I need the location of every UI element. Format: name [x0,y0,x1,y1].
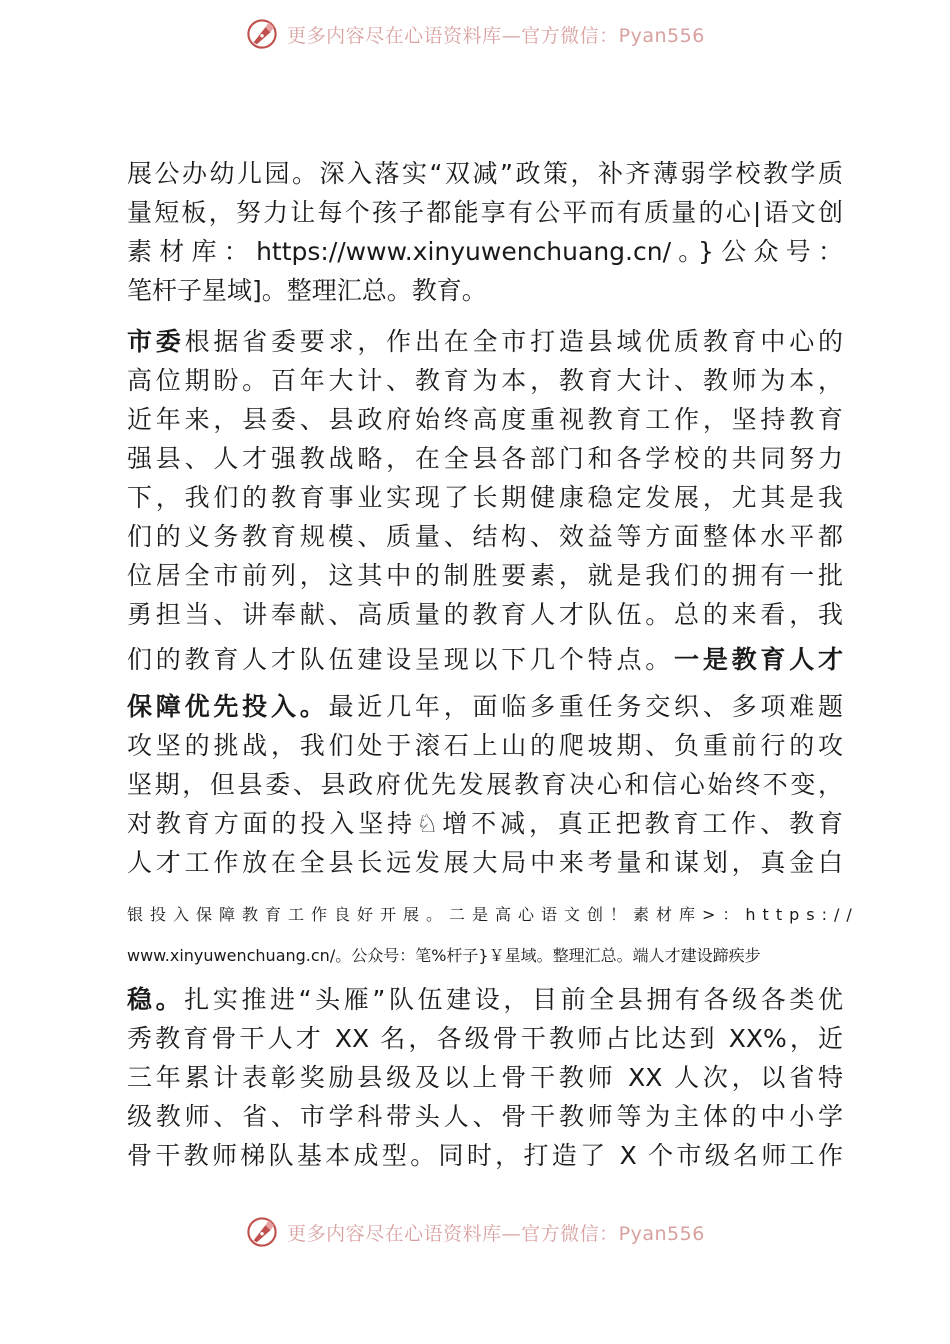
paragraph-3 [127,980,843,1175]
text-line: 量短板，努力让每个孩子都能享有公平而有质量的心|语文创 [127,198,843,227]
text-line: 对教育方面的投入坚持♘增不减，真正把教育工作、教育 [127,809,843,838]
bold-lead: 市委 [127,327,185,356]
text-line: 下，我们的教育事业实现了长期健康稳定发展，尤其是我 [127,483,843,512]
text-line: 高位期盼。百年大计、教育为本，教育大计、教师为本， [127,366,843,395]
pen-nib-logo-icon [245,1215,279,1249]
text-line: 笔杆子星域]。整理汇总。教育。 [127,276,487,305]
bold-lead: 稳。 [127,985,185,1014]
inserted-small-line-2: www.xinyuwenchuang.cn/。公众号：笔%杆子}￥星域。整理汇总。端人才建设蹄疾步 [127,946,761,965]
paragraph-2 [127,322,843,882]
text-line: 强县、人才强教战略，在全县各部门和各学校的共同努力 [127,444,843,473]
banner-text: 更多内容尽在心语资料库—官方微信：Pyan556 [287,24,705,47]
text-line: 勇担当、讲奉献、高质量的教育人才队伍。总的来看，我 [127,600,843,629]
text-line: 近年来，县委、县政府始终高度重视教育工作，坚持教育 [127,405,843,434]
footer-banner [0,1212,950,1252]
text-line: 三年累计表彰奖励县级及以上骨干教师 XX 人次，以省特 [127,1063,843,1092]
banner-text: 更多内容尽在心语资料库—官方微信：Pyan556 [287,1222,705,1245]
inserted-small-line-1: 银投入保障教育工作良好开展。二是高心语文创！素材库>：https:// [127,905,859,924]
text-line: 保障优先投入。最近几年，面临多重任务交织、多项难题 [127,692,843,721]
text-line: 稳。扎实推进“头雁”队伍建设，目前全县拥有各级各类优 [127,985,843,1014]
header-banner [0,14,950,54]
text-line: 素材库：https://www.xinyuwenchuang.cn/。}公众号： [127,237,843,266]
text-line: 坚期，但县委、县政府优先发展教育决心和信心始终不变， [127,770,843,799]
wechat-id: Pyan556 [618,1222,705,1245]
text-line: 人才工作放在全县长远发展大局中来考量和谋划，真金白 [127,848,843,877]
text-line: 们的义务教育规模、质量、结构、效益等方面整体水平都 [127,522,843,551]
text-line: 级教师、省、市学科带头人、骨干教师等为主体的中小学 [127,1102,843,1131]
paragraph-1 [127,154,843,310]
bold-point: 一是教育人才 [674,645,843,674]
text-line: 们的教育人才队伍建设呈现以下几个特点。一是教育人才 [127,645,843,674]
text-line: 市委根据省委要求，作出在全市打造县域优质教育中心的 [127,327,843,356]
pen-nib-logo-icon [245,17,279,51]
text-line: 位居全市前列，这其中的制胜要素，就是我们的拥有一批 [127,561,843,590]
text-line: 骨干教师梯队基本成型。同时，打造了 X 个市级名师工作 [127,1141,843,1170]
bold-point: 保障优先投入。 [127,692,329,721]
wechat-id: Pyan556 [618,24,705,47]
text-line: 展公办幼儿园。深入落实“双减”政策，补齐薄弱学校教学质 [127,159,843,188]
text-line: 攻坚的挑战，我们处于滚石上山的爬坡期、负重前行的攻 [127,731,843,760]
text-line: 秀教育骨干人才 XX 名，各级骨干教师占比达到 XX%，近 [127,1024,843,1053]
